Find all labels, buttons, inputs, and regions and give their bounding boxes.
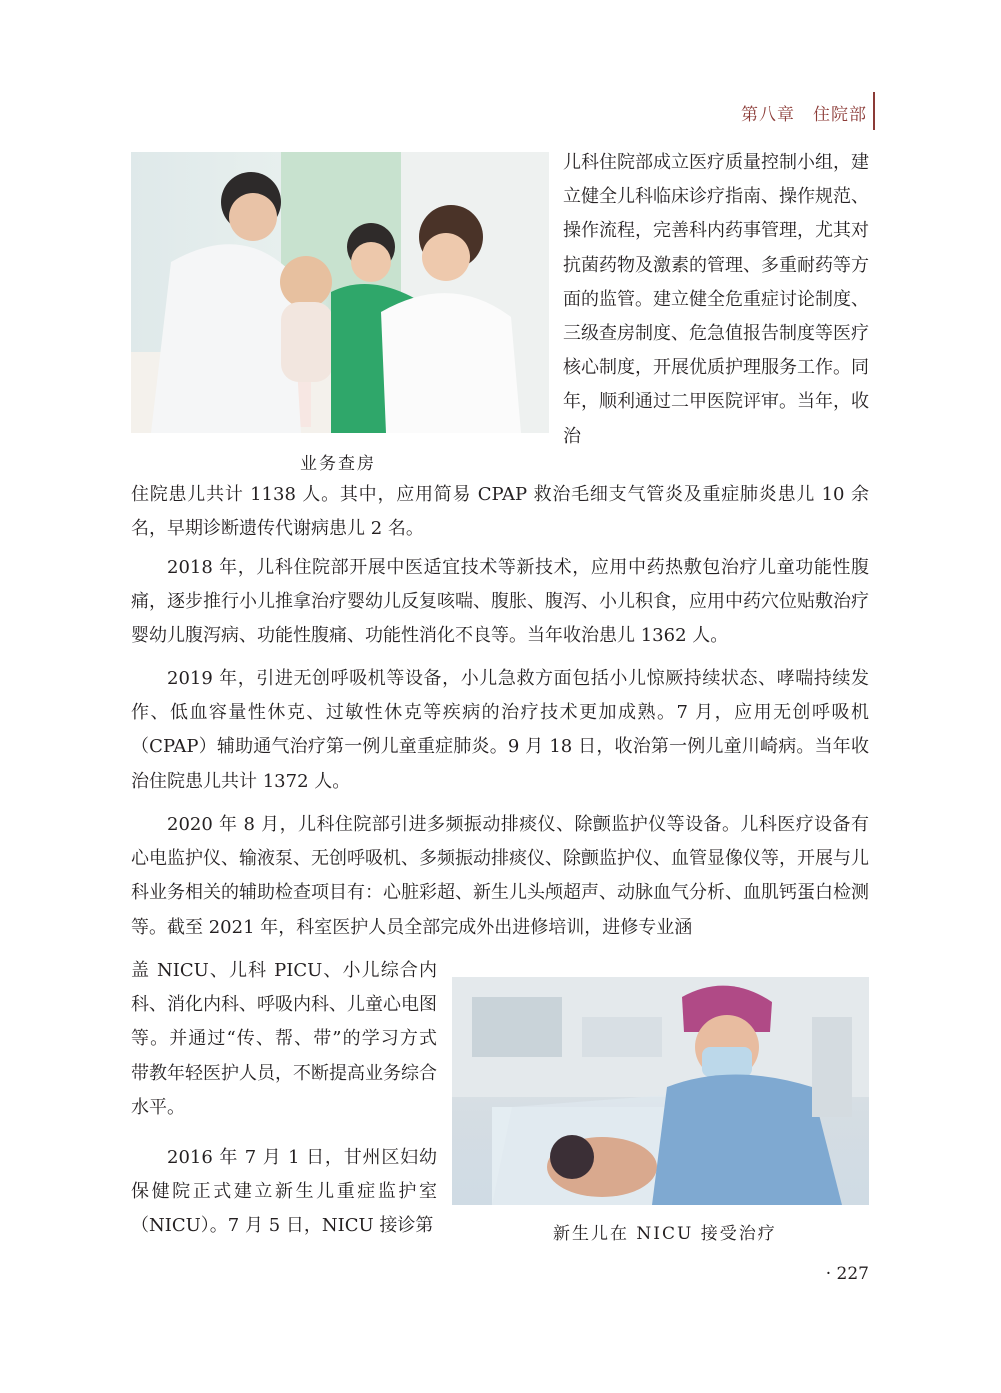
paragraph-2018: 2018 年，儿科住院部开展中医适宜技术等新技术，应用中药热敷包治疗儿童功能性腹痛，逐步推行小儿推拿治疗婴幼儿反复咳喘、腹胀、腹泻、小儿积食，应用中药穴位贴敷治疗婴幼儿腹泻病、功能性腹痛、功能性消化不良等。当年收治患儿 1362 人。 bbox=[131, 557, 869, 647]
paragraph-2020-cont: 盖 NICU、儿科 PICU、小儿综合内科、消化内科、呼吸内科、儿童心电图等。并通过“传、帮、带”的学习方式带教年轻医护人员，不断提高业务综合水平。 bbox=[131, 960, 437, 1118]
page-number: · 227 bbox=[825, 1264, 869, 1284]
ward-round-caption: 业务查房 bbox=[300, 454, 376, 474]
paragraph-2019: 2019 年，引进无创呼吸机等设备，小儿急救方面包括小儿惊厥持续状态、哮喘持续发作、低血容量性休克、过敏性休克等疾病的治疗技术更加成熟。7 月，应用无创呼吸机（CPAP）辅助通气治疗第一例儿童重症肺炎。9 月 18 日，收治第一例儿童川崎病。当年收治住院患儿共计 1372 人。 bbox=[131, 668, 869, 792]
paragraph-quality-control-cont: 住院患儿共计 1138 人。其中，应用简易 CPAP 救治毛细支气管炎及重症肺炎患儿 10 余名，早期诊断遗传代谢病患儿 2 名。 bbox=[131, 484, 869, 540]
ward-round-photo bbox=[131, 152, 549, 433]
paragraph-quality-control: 儿科住院部成立医疗质量控制小组，建立健全儿科临床诊疗指南、操作规范、操作流程，完善科内药事管理，尤其对抗菌药物及激素的管理、多重耐药等方面的监管。建立健全危重症讨论制度、三级查房制度、危急值报告制度等医疗核心制度，开展优质护理服务工作。同年，顺利通过二甲医院评审。当年，收治 bbox=[563, 152, 869, 447]
header-divider bbox=[873, 92, 875, 130]
nicu-illustration bbox=[452, 977, 869, 1205]
nicu-caption: 新生儿在 NICU 接受治疗 bbox=[553, 1224, 777, 1244]
paragraph-2020: 2020 年 8 月，儿科住院部引进多频振动排痰仪、除颤监护仪等设备。儿科医疗设备有心电监护仪、输液泵、无创呼吸机、多频振动排痰仪、除颤监护仪、血管显像仪等，开展与儿科业务相关的辅助检查项目有：心脏彩超、新生儿头颅超声、动脉血气分析、血肌钙蛋白检测等。截至 2021 年，科室医护人员全部完成外出进修培训，进修专业涵 bbox=[131, 814, 869, 938]
chapter-header: 第八章 住院部 bbox=[741, 105, 867, 125]
nicu-photo bbox=[452, 977, 869, 1205]
paragraph-2016: 2016 年 7 月 1 日，甘州区妇幼保健院正式建立新生儿重症监护室（NICU）。7 月 5 日，NICU 接诊第 bbox=[131, 1147, 437, 1237]
ward-round-illustration bbox=[131, 152, 549, 433]
